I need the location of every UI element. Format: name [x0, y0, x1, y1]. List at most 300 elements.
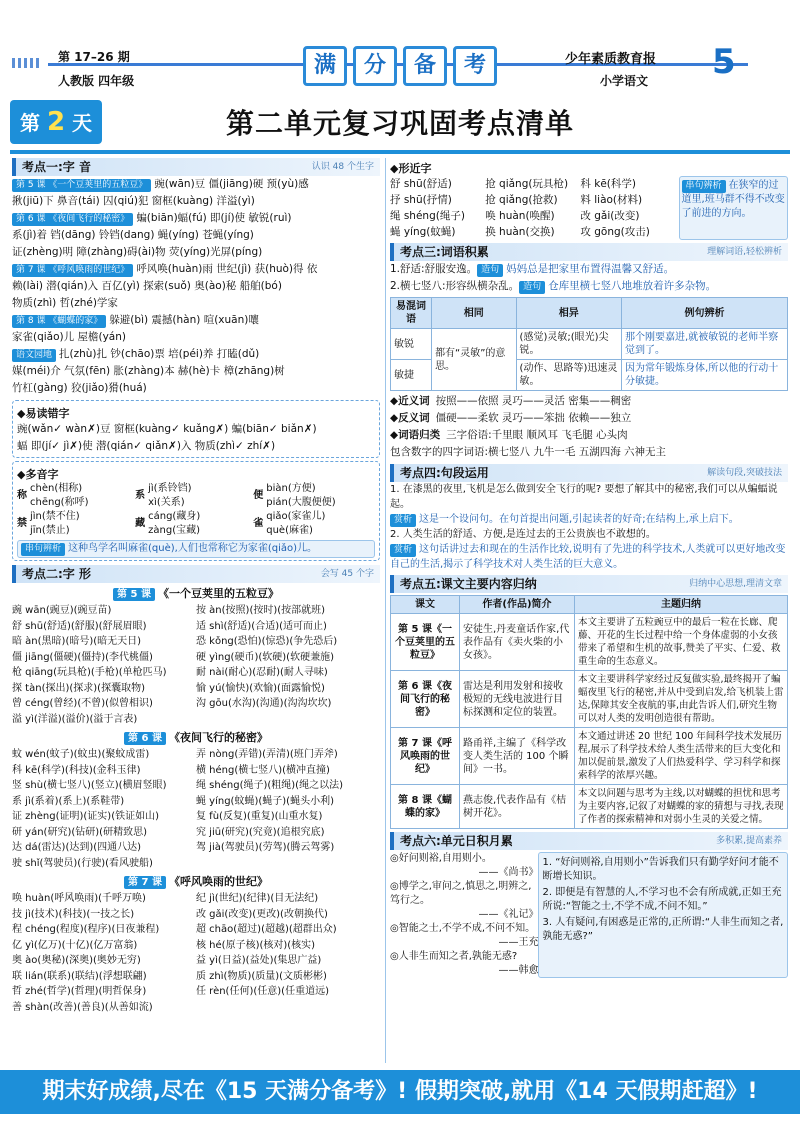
left-column [12, 158, 380, 1015]
lesson-tag: 第 6 课 《夜间飞行的秘密》 [12, 213, 133, 226]
polyphone-item [17, 482, 135, 510]
analysis-tag: 赏析 [390, 514, 416, 527]
word-relations [390, 393, 788, 461]
word-row [12, 969, 380, 985]
quote-source: ——王充 [498, 937, 539, 948]
table-header-cell: 易混词语 [391, 298, 432, 329]
duoyin-title-text: 多音字 [25, 468, 59, 481]
section-4-heading [390, 464, 788, 482]
word-entry: 联 lián(联系)(联结)(浮想联翩) [12, 970, 147, 982]
similar-char: 绳 shéng(绳子) [390, 210, 465, 222]
section-4-note: 解读句段,突破技法 [707, 468, 782, 478]
section-5-title: 考点五:课文主要内容归纳 [400, 577, 537, 591]
same-cell: 都有“灵敏”的意思。 [432, 329, 516, 391]
duoyin-hint [17, 540, 375, 558]
yidu-line: 蝠 即(jí✓ jì✗)使 潜(qián✓ qiǎn✗)入 物质(zhì✓ zhí✗) [17, 440, 276, 452]
page-title: 第二单元复习巩固考点清单 [225, 107, 574, 140]
word-entry: 蝇 yíng(蚊蝇)(蝇子)(蝇头小利) [196, 795, 334, 807]
section-6-note: 多积累,提高素养 [716, 836, 782, 846]
polyphone-char: 藏 [135, 518, 146, 529]
lesson-6-words [12, 747, 380, 871]
table-header-cell: 相异 [516, 298, 621, 329]
xingjin-title: ◆形近字 [390, 162, 432, 175]
pinyin-line [12, 363, 380, 380]
reading: què(麻雀) [266, 525, 313, 536]
header-stripes-decoration [12, 58, 42, 68]
word-entry: 证 zhèng(证明)(证实)(铁证如山) [12, 811, 160, 822]
polyphone-readings [148, 510, 200, 538]
section-3-title: 考点三:词语积累 [400, 245, 489, 259]
reading: jīn(禁止) [30, 525, 70, 536]
polyphone-item [17, 510, 135, 538]
quotes-list [390, 852, 538, 978]
theme-cell: 本文主要讲了五粒豌豆中的最后一粒在长廊、爬藤、开花的生长过程中给一个身体虚弱的小女孩带来了希望和生机的故事,赞美了平实、仁爱、救重生命的生态意义。 [575, 614, 788, 671]
table-row [391, 671, 788, 728]
word-entry: 溢 yì(洋溢)(溢价)(溢于言表) [12, 713, 138, 725]
section-6-heading [390, 832, 788, 850]
right-column [390, 158, 788, 978]
word-relation-line [390, 393, 788, 410]
pinyin-line [12, 210, 380, 227]
pinyin-text: 扎(zhù)扎 钞(chāo)票 培(péi)养 打瞌(dǔ) [59, 348, 260, 360]
word-row [12, 984, 380, 1000]
word-row [12, 747, 380, 763]
pinyin-line [12, 176, 380, 193]
word-row [12, 634, 380, 650]
quote-text: ◎好问则裕,自用则小。 [390, 853, 492, 864]
sentence-analysis [390, 512, 788, 527]
word-entry: 唤 huàn(呼风唤雨)(千呼万唤) [12, 893, 146, 904]
theme-cell: 本文以问题与思考为主线,以对蝴蝶的担忧和思考为主要内容,记叙了对蝴蝶的家的猜想与寻找,表现了作者的探索精神和对弱小生灵的关爱之情。 [575, 785, 788, 829]
word-row [12, 603, 380, 619]
word-entry: 豌 wān(豌豆)(豌豆苗) [12, 605, 112, 616]
pinyin-text: 媒(méi)介 气氛(fēn) 胀(zhàng)本 赫(hè)卡 樟(zhāng)树 [12, 365, 285, 377]
table-header-row [391, 298, 788, 329]
polyphone-item [135, 510, 253, 538]
word-row [12, 1000, 380, 1016]
pinyin-text: 呼风唤(huàn)雨 世纪(jì) 获(huò)得 依 [136, 263, 318, 275]
section-6-body [390, 852, 788, 978]
reading: biàn(方便) [266, 483, 316, 494]
lesson-summary-table [390, 595, 788, 829]
column-divider [385, 158, 386, 1063]
lesson-5-title: 《一个豆荚里的五粒豆》 [157, 587, 279, 600]
day-suffix: 天 [72, 111, 93, 135]
similar-char-row [390, 208, 679, 224]
author-cell: 燕志俊,代表作品有《桔树开花》。 [460, 785, 575, 829]
word-row [12, 825, 380, 841]
word-entry: 质 zhì(物质)(质量)(文质彬彬) [196, 970, 327, 982]
vocab-line [390, 261, 788, 278]
pinyin-line [12, 193, 380, 210]
word-entry: 复 fù(反复)(重复)(山重水复) [196, 811, 323, 822]
section-1-note: 认识 48 个生字 [311, 162, 374, 172]
page-number: 5 [712, 42, 736, 82]
reading: chēng(称呼) [30, 497, 89, 508]
word-row [12, 619, 380, 635]
pinyin-line [12, 346, 380, 363]
word-entry: 奥 ào(奥秘)(深奥)(奥妙无穷) [12, 955, 141, 966]
pinyin-text: 揪(jiū)下 鼻音(tái) 囚(qiú)犯 窗框(kuàng) 洋溢(yì) [12, 195, 255, 207]
polyphone-char: 系 [135, 490, 146, 501]
table-header-cell: 作者(作品)简介 [460, 596, 575, 614]
polyphone-char: 禁 [17, 518, 27, 529]
logo-char-2: 分 [353, 46, 397, 86]
word-entry: 耐 nài(耐心)(忍耐)(耐人寻味) [196, 667, 328, 678]
similar-char-row [390, 224, 679, 240]
pinyin-line [12, 312, 380, 329]
duoyin-hint-tag: 串句辨析 [21, 543, 65, 556]
quote-text: ◎人非生而知之者,孰能无惑? [390, 951, 518, 962]
word-entry: 曾 céng(曾经)(不曾)(似曾相识) [12, 698, 153, 709]
table-row [391, 728, 788, 785]
vocab-tag: 造句 [519, 281, 545, 294]
pinyin-text: 证(zhèng)明 障(zhàng)碍(ài)物 荧(yíng)光屏(píng) [12, 246, 263, 258]
sentence-item: 1. 在漆黑的夜里,飞机是怎么做到安全飞行的呢? 要想了解其中的秘密,我们可以从蝙蝠说起。 [390, 484, 778, 510]
pinyin-line [12, 261, 380, 278]
word-entry: 改 gǎi(改变)(更改)(改朝换代) [196, 908, 328, 920]
author-cell: 雷达是利用发射和接收极短的无线电波进行目标探测和定位的装置。 [460, 671, 575, 728]
quote-source: ——韩愈 [498, 965, 539, 976]
word-row [12, 650, 380, 666]
vocab-example: 妈妈总是把家里布置得温馨又舒适。 [506, 263, 675, 275]
diff-cell: (感觉)灵敏;(眼光)尖锐。 [516, 329, 621, 360]
word-row [12, 778, 380, 794]
example-cell: 因为常年锻炼身体,所以他的行动十分敏捷。 [622, 360, 788, 391]
hint-item: 3. 人有疑问,有困惑是正常的,正所谓:“人非生而知之者,孰能无惑?” [542, 917, 784, 942]
word-entry: 沟 gōu(水沟)(沟通)(沟沟坎坎) [196, 698, 332, 709]
xingjin-grid [390, 176, 679, 240]
relation-key: ◆反义词 [390, 412, 430, 424]
word-entry [196, 712, 380, 728]
lesson-6-tag: 第 6 课 [124, 732, 166, 745]
similar-char-row [390, 192, 679, 208]
hint-item: 2. 即便是有智慧的人,不学习也不会有所成就,正如王充所说:“智能之士,不学不成,不问不知。” [542, 887, 782, 912]
pinyin-line [12, 227, 380, 244]
polyphone-char: 便 [253, 490, 264, 501]
vocab-example: 仓库里横七竖八地堆放着许多杂物。 [548, 280, 717, 292]
section-2-heading [12, 565, 380, 583]
word-entry: 枪 qiāng(玩具枪)(手枪)(单枪匹马) [12, 667, 167, 678]
relation-key: ◆词语归类 [390, 429, 441, 441]
theme-cell: 本文主要讲科学家经过反复做实验,最终揭开了蝙蝠夜里飞行的秘密,并从中受到启发,给飞机装上雷达,保障其安全夜航的事,由此告诉人们,研究生物可以对人类的发明创造很有帮助。 [575, 671, 788, 728]
relation-value: 按照——依照 灵巧——灵活 密集——稠密 [435, 395, 632, 407]
word-cell: 敏锐 [391, 329, 432, 360]
table-header-cell: 课文 [391, 596, 460, 614]
quote-source: ——《尚书》 [478, 867, 539, 878]
reading: zàng(宝藏) [148, 525, 200, 536]
section-3-heading [390, 243, 788, 261]
reading: jìn(禁不住) [30, 511, 80, 522]
example-cell: 那个刚要嘉进,就被敏锐的老师半察觉到了。 [622, 329, 788, 360]
pinyin-text: 家雀(qiǎo)儿 屋檐(yán) [12, 331, 126, 343]
author-cell: 安徒生,丹麦童话作家,代表作品有《卖火柴的小女孩》。 [460, 614, 575, 671]
similar-char: 科 kē(科学) [580, 178, 636, 190]
similar-char: 攻 gōng(攻击) [580, 226, 650, 238]
word-entry: 研 yán(研究)(钻研)(研精致思) [12, 826, 147, 838]
xingjin-hint-tag: 串句辨析 [682, 180, 726, 193]
word-entry: 超 chāo(超过)(超越)(超群出众) [196, 924, 337, 935]
duoyin-grid [17, 482, 375, 538]
lesson-6-title: 《夜间飞行的秘密》 [168, 731, 268, 744]
pinyin-line [12, 329, 380, 346]
word-entry: 善 shàn(改善)(善良)(从善如流) [12, 1001, 153, 1013]
author-cell: 路甬祥,主编了《科学改变人类生活的 100 个瞬间》一书。 [460, 728, 575, 785]
analysis-text: 这是一个设问句。在句首提出问题,引起读者的好奇;在结构上,承上启下。 [419, 514, 739, 525]
duoyin-box [12, 461, 380, 561]
polyphone-item [135, 482, 253, 510]
word-entry: 技 jì(技术)(科技)(一技之长) [12, 908, 135, 920]
word-entry: 驶 shǐ(驾驶员)(行驶)(看风驶船) [12, 857, 153, 869]
word-row [12, 763, 380, 779]
word-entry: 系 jì(系着)(系上)(系鞋带) [12, 795, 125, 807]
pinyin-text: 物质(zhì) 哲(zhé)学家 [12, 297, 118, 309]
similar-char: 舒 shū(舒适) [390, 178, 452, 190]
subject-label: 小学语文 [600, 74, 649, 88]
section-1-body [12, 176, 380, 397]
pinyin-text: 赖(lài) 潜(qián)入 百亿(yì) 探索(suǒ) 奥(ào)秘 船舶(bó) [12, 280, 282, 292]
analysis-tag: 赏析 [390, 544, 416, 557]
word-entry: 舒 shū(舒适)(舒服)(舒展眉眼) [12, 620, 147, 632]
lesson-7-heading [12, 873, 380, 889]
quotes-hints [538, 852, 788, 978]
duoyin-hint-text: 这种鸟学名叫麻雀(què),人们也常称它为家雀(qiǎo)儿。 [68, 543, 318, 554]
lesson-7-title: 《呼风唤雨的世纪》 [168, 875, 268, 888]
vocab-num: 1. [390, 263, 401, 275]
vocab-line [390, 278, 788, 295]
lesson-tag: 语文园地 [12, 349, 56, 362]
lesson-5-heading [12, 585, 380, 601]
similar-char: 抢 qiǎng(玩具枪) [485, 178, 569, 190]
pinyin-line [12, 278, 380, 295]
logo-char-4: 考 [453, 46, 497, 86]
word-entry: 横 héng(横七竖八)(横冲直撞) [196, 764, 330, 776]
word-entry: 僵 jiāng(僵硬)(僵持)(李代桃僵) [12, 651, 153, 663]
relation-value: 三字俗语:千里眼 顺风耳 飞毛腿 心头肉 [446, 429, 628, 441]
edition-label: 人教版 四年级 [58, 74, 135, 88]
word-entry: 亿 yì(亿万)(十亿)(亿万富翁) [12, 939, 138, 951]
word-entry: 哲 zhé(哲学)(哲理)(明哲保身) [12, 986, 147, 997]
word-relation-line [390, 444, 788, 461]
word-entry: 达 dá(雷达)(达到)(四通八达) [12, 842, 142, 853]
word-row [12, 794, 380, 810]
similar-char-row [390, 176, 679, 192]
lesson-5-words [12, 603, 380, 727]
quote-item [390, 880, 538, 922]
analysis-text: 这句话讲过去和现在的生活作比较,说明有了先进的科学技术,人类就可以更好地改变自己的生活,揭示了科学技术对人类生活的巨大意义。 [390, 544, 786, 570]
word-row [12, 840, 380, 856]
word-entry: 驾 jià(驾驶员)(劳驾)(腾云驾雾) [196, 842, 335, 853]
polyphone-item [253, 510, 371, 538]
reading: chèn(相称) [30, 483, 83, 494]
polyphone-item [253, 482, 371, 510]
reading: xì(关系) [148, 497, 185, 508]
reading: jì(系铃铛) [148, 483, 192, 494]
word-entry: 按 àn(按照)(按时)(按部就班) [196, 605, 326, 616]
quote-text: ◎博学之,审问之,慎思之,明辨之,笃行之。 [390, 881, 532, 906]
word-entry: 纪 jì(世纪)(纪律)(目无法纪) [196, 893, 319, 904]
table-row [391, 614, 788, 671]
theme-cell: 本文通过讲述 20 世纪 100 年间科学技术发展历程,展示了科学技术给人类生活带来的巨大变化和加以促前景,激发了人们热爱科学、学习科学和探索科学的浓厚兴趣。 [575, 728, 788, 785]
xingjin-hint-text: 在狭窄的过道里,班马群不得不改变了前进的方向。 [681, 180, 785, 219]
table-header-cell: 主题归纳 [575, 596, 788, 614]
lesson-cell: 第 5 课《一个豆荚里的五粒豆》 [391, 614, 460, 671]
similar-char: 蝇 yíng(蚊蝇) [390, 226, 456, 238]
section-2-title: 考点二:字 形 [22, 567, 91, 581]
lesson-tag: 第 8 课 《蝴蝶的家》 [12, 315, 106, 328]
section-1-title: 考点一:字 音 [22, 160, 91, 174]
relation-key: ◆近义词 [390, 395, 430, 407]
newspaper-name: 少年素质教育报 [565, 52, 657, 67]
word-entry: 恐 kǒng(恐怕)(惊恐)(争先恐后) [196, 636, 338, 647]
confusable-words-table [390, 297, 788, 391]
word-relation-line [390, 410, 788, 427]
word-row [12, 907, 380, 923]
relation-value: 僵硬——柔软 灵巧——笨拙 依赖——独立 [435, 412, 632, 424]
yidu-title: ◆易读错字 [17, 407, 70, 420]
similar-char: 抢 qiǎng(抢救) [485, 194, 558, 206]
polyphone-readings [148, 482, 191, 510]
word-entry: 蚊 wén(蚊子)(蚊虫)(聚蚊成雷) [12, 749, 150, 760]
word-relation-line [390, 427, 788, 444]
word-entry: 究 jiū(研究)(究竟)(追根究底) [196, 826, 325, 838]
xingjin-title-text: 形近字 [398, 162, 432, 175]
vocab-num: 2. [390, 280, 401, 292]
word-row [12, 922, 380, 938]
lesson-cell: 第 6 课《夜间飞行的秘密》 [391, 671, 460, 728]
lesson-7-words [12, 891, 380, 1015]
section-6-title: 考点六:单元日积月累 [400, 834, 513, 848]
pinyin-line [12, 380, 380, 397]
word-entry: 益 yì(日益)(益处)(集思广益) [196, 955, 322, 966]
word-entry: 探 tàn(探出)(探求)(探囊取物) [12, 682, 145, 694]
word-entry [196, 856, 380, 872]
lesson-7-tag: 第 7 课 [124, 876, 166, 889]
word-entry: 核 hé(原子核)(核对)(核实) [196, 939, 316, 951]
table-row [391, 329, 788, 360]
pinyin-text: 系(jì)着 铛(dāng) 铃铛(dang) 蝇(yíng) 苍蝇(yíng) [12, 229, 254, 241]
word-row [12, 696, 380, 712]
table-row [391, 785, 788, 829]
word-row [12, 712, 380, 728]
reading: pián(大腹便便) [266, 497, 336, 508]
similar-char: 料 liào(材料) [580, 194, 643, 206]
section-5-heading [390, 575, 788, 593]
vocab-def: 横七竖八:形容纵横杂乱。 [400, 280, 520, 292]
lesson-5-tag: 第 5 课 [113, 588, 155, 601]
section-4-body [390, 482, 788, 572]
pinyin-text: 豌(wān)豆 僵(jiāng)硬 预(yù)感 [154, 178, 309, 190]
word-entry: 适 shì(舒适)(合适)(适可而止) [196, 620, 327, 632]
section-4-title: 考点四:句段运用 [400, 466, 489, 480]
word-entry: 科 kē(科学)(科技)(金科玉律) [12, 764, 141, 776]
hint-item: 1. “好问则裕,自用则小”告诉我们只有勤学好问才能不断增长知识。 [542, 857, 779, 882]
lesson-6-heading [12, 729, 380, 745]
word-row [12, 856, 380, 872]
word-row [12, 809, 380, 825]
logo-char-3: 备 [403, 46, 447, 86]
similar-char: 唤 huàn(唤醒) [485, 210, 555, 222]
masthead-logo [300, 46, 500, 82]
vocab-tag: 造句 [477, 264, 503, 277]
quote-source: ——《礼记》 [478, 909, 539, 920]
word-row [12, 891, 380, 907]
word-entry: 弄 nòng(弄错)(弄清)(班门弄斧) [196, 749, 338, 760]
word-row [12, 938, 380, 954]
section-3-body [390, 261, 788, 295]
section-3-note: 理解词语,轻松辨析 [707, 247, 782, 257]
section-1-heading [12, 158, 380, 176]
word-entry: 竖 shù(横七竖八)(竖立)(横眉竖眼) [12, 780, 167, 791]
similar-char: 改 gǎi(改变) [580, 210, 640, 222]
lesson-tag: 第 7 课 《呼风唤雨的世纪》 [12, 264, 133, 277]
vocab-def: 舒适:舒服安逸。 [400, 263, 478, 275]
polyphone-char: 雀 [253, 518, 264, 529]
pinyin-text: 竹杠(gàng) 狡(jiǎo)猾(huá) [12, 382, 147, 394]
word-entry: 程 chéng(程度)(程序)(日夜兼程) [12, 924, 160, 935]
sentence-item: 2. 人类生活的舒适、方便,是连过去的王公贵族也不敢想的。 [390, 529, 656, 540]
polyphone-readings [30, 510, 80, 538]
day-prefix: 第 [19, 111, 40, 135]
pinyin-text: 蝙(biān)蝠(fú) 即(jí)使 敏锐(ruì) [136, 212, 292, 224]
diff-cell: (动作、思路等)迅速灵敏。 [516, 360, 621, 391]
pinyin-line [12, 244, 380, 261]
duoyin-title: ◆多音字 [17, 468, 59, 481]
quote-item [390, 922, 538, 950]
quote-text: ◎智能之士,不学不成,不问不知。 [390, 923, 536, 934]
word-row [12, 681, 380, 697]
yidu-title-text: 易读错字 [25, 407, 70, 420]
title-rule [10, 150, 790, 154]
relation-value: 包含数字的四字词语:横七竖八 九牛一毛 五湖四海 六神无主 [390, 446, 667, 458]
quote-item [390, 852, 538, 880]
word-row [12, 665, 380, 681]
word-entry: 任 rèn(任何)(任意)(任重道远) [196, 986, 329, 997]
table-header-cell: 例句辨析 [622, 298, 788, 329]
quote-item [390, 950, 538, 978]
table-header-row [391, 596, 788, 614]
logo-char-1: 满 [303, 46, 347, 86]
lesson-cell: 第 8 课《蝴蝶的家》 [391, 785, 460, 829]
reading: cáng(藏身) [148, 511, 201, 522]
word-entry [196, 1000, 380, 1016]
lesson-tag: 第 5 课 《一个豆荚里的五粒豆》 [12, 179, 151, 192]
polyphone-char: 称 [17, 490, 27, 501]
section-5-note: 归纳中心思想,理清文章 [689, 579, 782, 589]
word-entry: 暗 àn(黑暗)(暗号)(暗无天日) [12, 636, 142, 647]
yidu-box [12, 400, 380, 458]
lesson-cell: 第 7 课《呼风唤雨的世纪》 [391, 728, 460, 785]
word-entry: 绳 shéng(绳子)(粗绳)(绳之以法) [196, 780, 343, 791]
reading: qiǎo(家雀儿) [266, 511, 326, 522]
word-entry: 愉 yú(愉快)(欢愉)(面露愉悦) [196, 682, 325, 694]
sentence-analysis [390, 542, 788, 572]
word-entry: 硬 yìng(硬币)(软硬)(软硬兼施) [196, 651, 334, 663]
day-number: 2 [46, 107, 66, 137]
xingjin-hint [679, 176, 788, 240]
day-badge [10, 100, 102, 144]
pinyin-line [12, 295, 380, 312]
similar-char: 换 huàn(交换) [485, 226, 555, 238]
table-header-cell: 相同 [432, 298, 516, 329]
polyphone-readings [266, 482, 335, 510]
promo-banner: 期末好成绩,尽在《15 天满分备考》! 假期突破,就用《14 天假期赶超》! [0, 1070, 800, 1114]
polyphone-readings [266, 510, 325, 538]
word-row [12, 953, 380, 969]
yidu-line: 豌(wǎn✓ wàn✗)豆 窗框(kuàng✓ kuǎng✗) 蝙(biān✓ biǎn✗) [17, 423, 317, 435]
issue-number: 第 17–26 期 [58, 50, 130, 64]
pinyin-text: 躲避(bì) 震撼(hàn) 喧(xuān)嚷 [109, 314, 259, 326]
